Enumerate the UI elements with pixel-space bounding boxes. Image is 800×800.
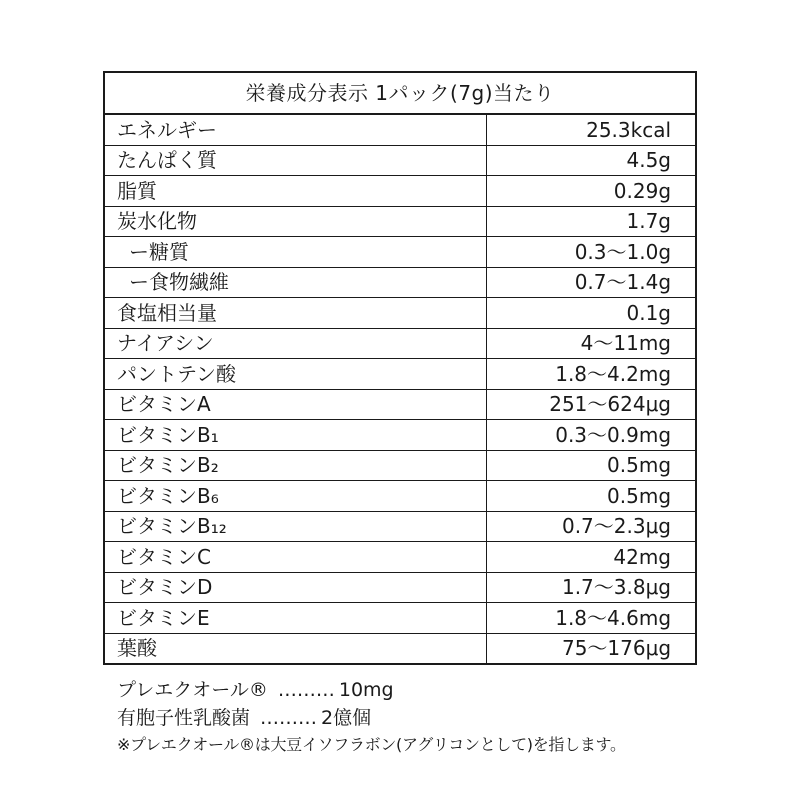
- table-row: [104, 267, 696, 298]
- nutrient-value: 251〜624μg: [486, 389, 696, 420]
- nutrient-name: ナイアシン: [104, 328, 486, 359]
- nutrient-name: ビタミンC: [104, 542, 486, 573]
- nutrient-name: ビタミンB₁₂: [104, 511, 486, 542]
- nutrient-name: 脂質: [104, 176, 486, 207]
- footnote-note: ※プレエクオール®は大豆イソフラボン(アグリコンとして)を指します。: [117, 735, 626, 754]
- nutrient-name: ビタミンE: [104, 603, 486, 634]
- table-body: [104, 114, 696, 664]
- table-row: [104, 206, 696, 237]
- table-row: [104, 542, 696, 573]
- nutrient-value: 25.3kcal: [486, 114, 696, 145]
- table-row: [104, 145, 696, 176]
- nutrient-name: ビタミンB₆: [104, 481, 486, 512]
- nutrient-value: 42mg: [486, 542, 696, 573]
- footnote-plequol: [117, 676, 737, 704]
- nutrient-value: 0.29g: [486, 176, 696, 207]
- nutrient-value: 0.1g: [486, 298, 696, 329]
- nutrient-name: パントテン酸: [104, 359, 486, 390]
- nutrient-value: 0.3〜0.9mg: [486, 420, 696, 451]
- nutrient-value: 75〜176μg: [486, 633, 696, 664]
- footnote-value: 10mg: [338, 679, 394, 701]
- footnote-lactobacillus: [117, 704, 737, 732]
- nutrient-value: 1.8〜4.6mg: [486, 603, 696, 634]
- nutrient-name: 食塩相当量: [104, 298, 486, 329]
- nutrient-value: 1.8〜4.2mg: [486, 359, 696, 390]
- nutrient-name: ビタミンD: [104, 572, 486, 603]
- nutrient-name: ー食物繊維: [104, 267, 486, 298]
- nutrient-name: ー糖質: [104, 237, 486, 268]
- nutrient-value: 1.7g: [486, 206, 696, 237]
- nutrient-value: 0.5mg: [486, 481, 696, 512]
- table-row: [104, 237, 696, 268]
- table-row: [104, 389, 696, 420]
- table-row: [104, 481, 696, 512]
- nutrient-name: エネルギー: [104, 114, 486, 145]
- nutrient-name: ビタミンA: [104, 389, 486, 420]
- nutrient-value: 1.7〜3.8μg: [486, 572, 696, 603]
- table-row: [104, 572, 696, 603]
- nutrition-facts-table: [103, 71, 697, 665]
- table-title: 栄養成分表示 1パック(7g)当たり: [104, 72, 696, 114]
- table-row: [104, 176, 696, 207]
- table-header-row: [104, 72, 696, 114]
- nutrient-value: 0.7〜2.3μg: [486, 511, 696, 542]
- nutrient-name: 炭水化物: [104, 206, 486, 237]
- leader-dots: ………: [260, 707, 318, 729]
- footnotes: [117, 676, 737, 758]
- table-row: [104, 633, 696, 664]
- table-row: [104, 114, 696, 145]
- table-row: [104, 511, 696, 542]
- nutrient-value: 0.3〜1.0g: [486, 237, 696, 268]
- footnote-label: プレエクオール®: [117, 679, 268, 701]
- footnote-label: 有胞子性乳酸菌: [117, 707, 251, 729]
- leader-dots: ………: [277, 679, 335, 701]
- nutrient-value: 0.5mg: [486, 450, 696, 481]
- nutrient-name: ビタミンB₁: [104, 420, 486, 451]
- table-row: [104, 328, 696, 359]
- nutrient-name: 葉酸: [104, 633, 486, 664]
- footnote-value: 2億個: [321, 707, 372, 729]
- table-row: [104, 603, 696, 634]
- table-row: [104, 298, 696, 329]
- nutrient-value: 4.5g: [486, 145, 696, 176]
- nutrient-value: 4〜11mg: [486, 328, 696, 359]
- table-row: [104, 450, 696, 481]
- nutrient-value: 0.7〜1.4g: [486, 267, 696, 298]
- nutrient-name: たんぱく質: [104, 145, 486, 176]
- table-row: [104, 420, 696, 451]
- nutrient-name: ビタミンB₂: [104, 450, 486, 481]
- table-row: [104, 359, 696, 390]
